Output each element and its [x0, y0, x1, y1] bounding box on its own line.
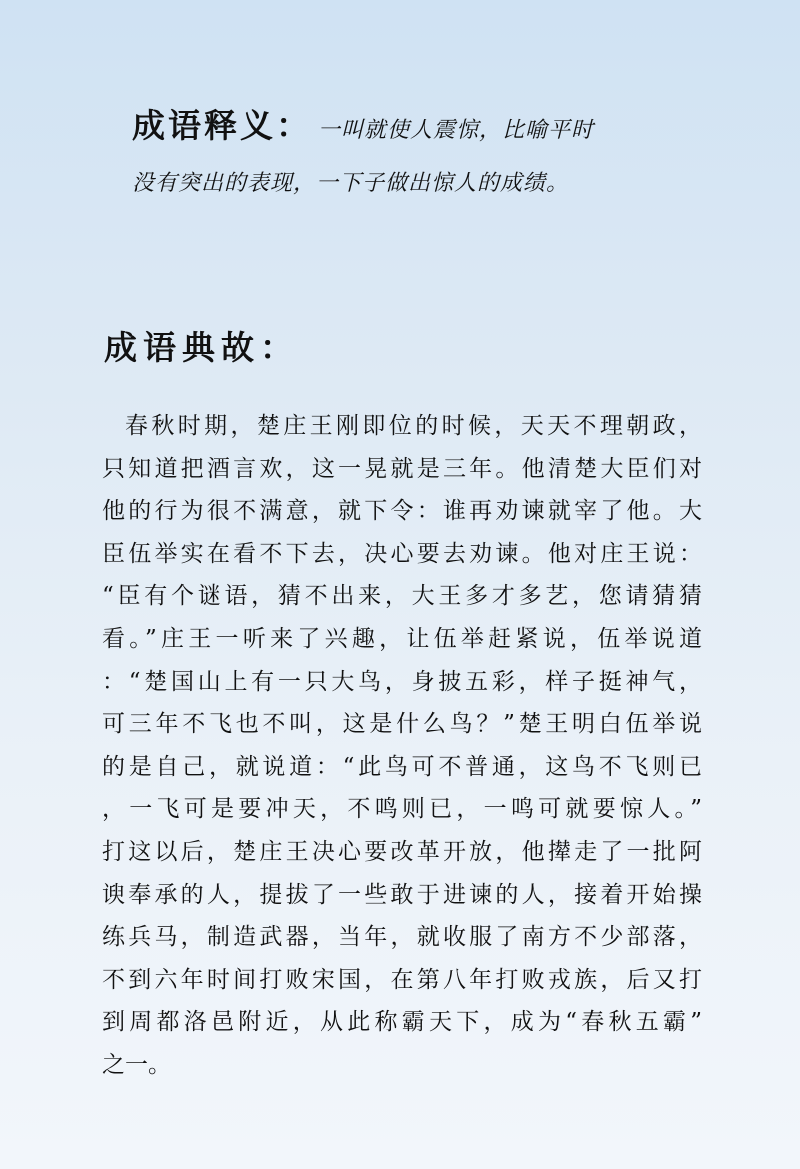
story-line: 可三年不飞也不叫，这是什么鸟？”楚王明白伍举说 [102, 711, 702, 738]
idiom-definition [132, 100, 692, 197]
story-line: 只知道把酒言欢，这一晃就是三年。他清楚大臣们对 [102, 455, 702, 482]
story-line: “臣有个谜语，猜不出来，大王多才多艺，您请猜猜 [102, 583, 702, 610]
story-line: 谀奉承的人，提拔了一些敢于进谏的人，接着开始操 [102, 881, 702, 908]
story-line: 春秋时期，楚庄王刚即位的时候，天天不理朝政， [125, 413, 702, 439]
story-line: 臣伍举实在看不下去，决心要去劝谏。他对庄王说： [102, 540, 702, 567]
story-line: 他的行为很不满意，就下令：谁再劝谏就宰了他。大 [102, 498, 702, 525]
story-line: 之一。 [102, 1051, 171, 1078]
definition-first-line [132, 100, 692, 152]
story-line: ：“楚国山上有一只大鸟，身披五彩，样子挺神气， [102, 668, 702, 695]
story-line: 的是自己，就说道：“此鸟可不普通，这鸟不飞则已 [102, 753, 702, 780]
story-line: 看。”庄王一听来了兴趣，让伍举赶紧说，伍举说道 [102, 625, 702, 652]
story-line: 不到六年时间打败宋国，在第八年打败戎族，后又打 [102, 966, 702, 993]
story-line: ，一飞可是要冲天，不鸣则已，一鸣可就要惊人。” [102, 796, 702, 823]
definition-heading: 成语释义： [132, 106, 312, 145]
story-heading: 成语典故： [104, 328, 299, 367]
story-body [102, 405, 702, 1087]
story-line: 到周都洛邑附近，从此称霸天下，成为“春秋五霸” [102, 1009, 702, 1036]
story-line: 练兵马，制造武器，当年，就收服了南方不少部落， [102, 924, 702, 951]
story-line: 打这以后，楚庄王决心要改革开放，他撵走了一批阿 [102, 838, 702, 865]
definition-text-line-2: 没有突出的表现，一下子做出惊人的成绩。 [132, 171, 570, 196]
definition-text-line-1: 一叫就使人震惊，比喻平时 [318, 118, 595, 143]
